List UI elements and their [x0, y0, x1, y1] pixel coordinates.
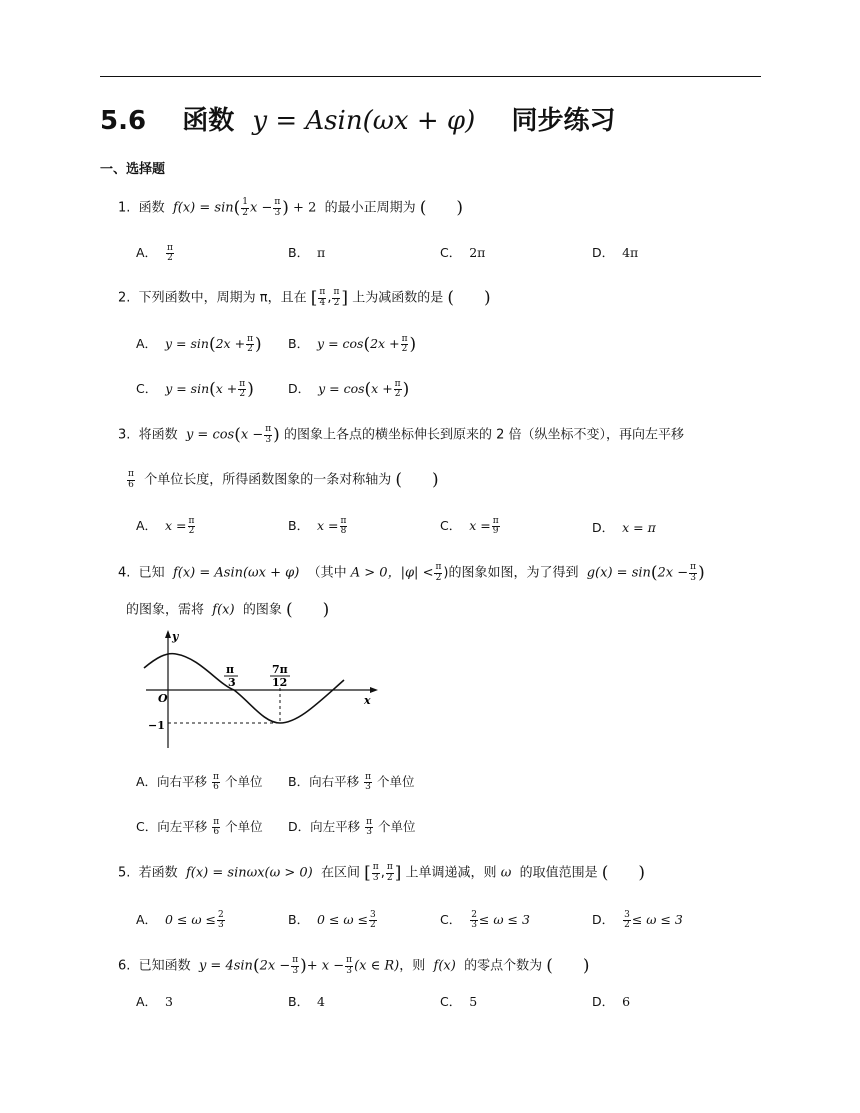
q1-option-d[interactable]: D． 4π: [592, 245, 639, 260]
q4-option-a[interactable]: A．向右平移 $\frac{\pi}{6}$ 个单位: [136, 771, 263, 792]
title-formula: y = Asin(ωx + φ): [252, 106, 476, 136]
q5-option-d[interactable]: D． $\frac{3}{2}$ ≤ ω ≤ 3: [592, 909, 683, 930]
q6-option-c[interactable]: C． 5: [440, 994, 478, 1009]
header-rule: [100, 76, 761, 77]
q4-option-d[interactable]: D．向左平移 $\frac{\pi}{3}$ 个单位: [288, 816, 416, 837]
q5-option-b[interactable]: B． 0 ≤ ω ≤ $\frac{3}{2}$: [288, 909, 376, 930]
tick2-numerator: 7π: [272, 663, 288, 676]
question-2: 2. 下列函数中，周期为 π，且在 [ $\frac{\pi}{4}$ , $\frac{\pi}{2}$ ] 上为减函数的是 ( ): [118, 287, 491, 308]
q1-option-a[interactable]: A． $\frac{\pi}{2}$: [136, 242, 173, 263]
q2-option-d[interactable]: D． y = cos(x + $\frac{\pi}{2}$ ): [288, 378, 410, 400]
q6-option-d[interactable]: D． 6: [592, 994, 631, 1009]
sine-curve: [144, 654, 344, 723]
q4-option-c[interactable]: C．向左平移 $\frac{\pi}{6}$ 个单位: [136, 816, 263, 837]
q1-option-c[interactable]: C． 2π: [440, 245, 486, 260]
q2-option-b[interactable]: B． y = cos(2x + $\frac{\pi}{2}$ ): [288, 333, 417, 355]
title-prefix: 函数: [182, 106, 235, 136]
q3-option-b[interactable]: B． x = $\frac{\pi}{8}$: [288, 515, 347, 536]
y-axis-arrow: [165, 630, 171, 638]
origin-label: O: [158, 692, 168, 705]
question-3-line-2: $\frac{\pi}{6}$ 个单位长度，所得函数图象的一条对称轴为 ( ): [128, 469, 439, 490]
page-title: [100, 100, 616, 137]
question-4-line-2: 的图象，需将 f(x) 的图象 ( ): [126, 600, 330, 620]
question-1: 1. 函数 f(x) = sin( $\frac{1}{2}$ x − $\frac{\pi}{3}$ ) + 2 的最小正周期为 ( ): [118, 197, 464, 218]
question-4: 4. 已知 f(x) = Asin(ωx + φ) （其中 A > 0，|φ| < $\frac{\pi}{2}$ )的图象如图，为了得到 g(x) = sin(2x − $\frac{\pi}{3}$ ): [118, 562, 705, 583]
q6-option-b[interactable]: B． 4: [288, 994, 325, 1009]
q5-option-a[interactable]: A． 0 ≤ ω ≤ $\frac{2}{3}$: [136, 909, 224, 930]
q3-option-a[interactable]: A． x = $\frac{\pi}{2}$: [136, 515, 195, 536]
x-axis-arrow: [370, 687, 378, 693]
y-axis-label: y: [172, 630, 179, 643]
q6-option-a[interactable]: A． 3: [136, 994, 173, 1009]
x-axis-label: x: [364, 694, 371, 707]
sine-graph: [138, 628, 383, 750]
section-heading: 一、选择题: [100, 162, 166, 177]
section-number: 5.6: [100, 106, 147, 136]
question-3: 3. 将函数 y = cos(x − $\frac{\pi}{3}$ ) 的图象上各点的横坐标伸长到原来的 2 倍（纵坐标不变），再向左平移: [118, 424, 684, 445]
question-5: 5. 若函数 f(x) = sinωx(ω > 0) 在区间 [ $\frac{\pi}{3}$ , $\frac{\pi}{2}$ ] 上单调递减，则 ω 的取值范围是 ( ): [118, 862, 645, 883]
tick2-denominator: 12: [272, 676, 288, 689]
tick1-numerator: π: [226, 663, 235, 676]
q3-option-d[interactable]: D． x = π: [592, 520, 656, 535]
q4-option-b[interactable]: B．向右平移 $\frac{\pi}{3}$ 个单位: [288, 771, 415, 792]
title-suffix: 同步练习: [511, 106, 616, 136]
q2-option-c[interactable]: C． y = sin(x + $\frac{\pi}{2}$ ): [136, 378, 254, 400]
q5-option-c[interactable]: C． $\frac{2}{3}$ ≤ ω ≤ 3: [440, 909, 530, 930]
q1-option-b[interactable]: B． π: [288, 245, 326, 260]
q3-option-c[interactable]: C． x = $\frac{\pi}{9}$: [440, 515, 499, 536]
question-6: 6. 已知函数 y = 4sin(2x − $\frac{\pi}{3}$ )+ x − $\frac{\pi}{3}$ (x ∈ R)，则 f(x) 的零点个数为 ( ): [118, 955, 590, 976]
tick1-denominator: 3: [228, 676, 236, 689]
q2-option-a[interactable]: A． y = sin(2x + $\frac{\pi}{2}$ ): [136, 333, 262, 355]
y-tick-label: −1: [148, 719, 165, 732]
